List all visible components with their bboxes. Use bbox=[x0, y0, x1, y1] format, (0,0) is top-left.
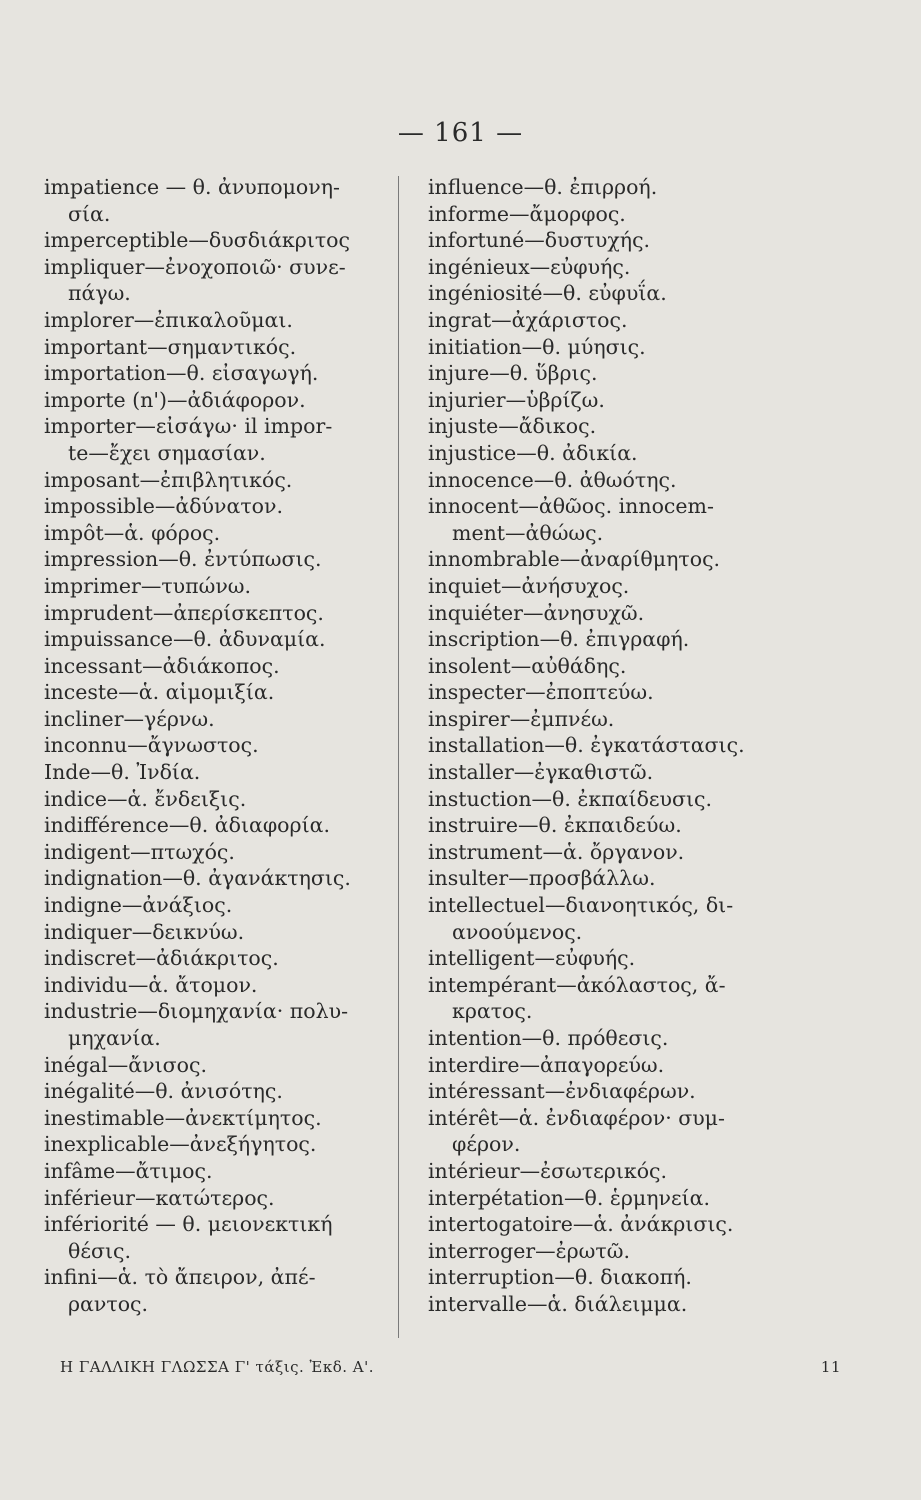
left-column bbox=[44, 174, 394, 1318]
footer-title: Η ΓΑΛΛΙΚΗ ΓΛΩΣΣΑ Γ' τάξις. Ἐκδ. Α'. bbox=[60, 1358, 374, 1376]
dictionary-entry: instrument—ἁ. ὄργανον. bbox=[428, 839, 685, 864]
dictionary-entry: interruption—θ. διακοπή. bbox=[428, 1265, 692, 1290]
dictionary-entry: incessant—ἀδιάκοπος. bbox=[44, 653, 280, 678]
dictionary-entry: inestimable—ἀνεκτίμητος. bbox=[44, 1105, 322, 1130]
dictionary-entry: importe (n')—ἀδιάφορον. bbox=[44, 387, 306, 412]
dictionary-entry: inégalité—θ. ἀνισότης. bbox=[44, 1079, 283, 1104]
dictionary-entry: innocence—θ. ἀθωότης. bbox=[428, 467, 677, 492]
dictionary-entry: intention—θ. πρόθεσις. bbox=[428, 1026, 669, 1050]
entry-continuation: μηχανία. bbox=[68, 1026, 161, 1050]
dictionary-entry: inférieur—κατώτερος. bbox=[44, 1185, 275, 1210]
dictionary-entry: indigne—ἀνάξιος. bbox=[44, 893, 233, 918]
dictionary-entry: indigent—πτωχός. bbox=[44, 839, 235, 864]
dictionary-entry: ingénieux—εὐφυής. bbox=[428, 254, 631, 279]
dictionary-entry: insolent—αὐθάδης. bbox=[428, 653, 627, 678]
dictionary-entry: infâme—ἄτιμος. bbox=[44, 1158, 213, 1183]
dictionary-entry: inspecter—ἐποπτεύω. bbox=[428, 680, 654, 705]
dictionary-entry: interdire—ἀπαγορεύω. bbox=[428, 1052, 665, 1077]
dictionary-entry: industrie—διομηχανία· πολυ- bbox=[44, 999, 348, 1024]
dictionary-entry: imprimer—τυπώνω. bbox=[44, 573, 252, 598]
dictionary-entry: indice—ἁ. ἔνδειξις. bbox=[44, 786, 247, 811]
entry-continuation: σία. bbox=[68, 201, 111, 226]
dictionary-entry: indiquer—δεικνύω. bbox=[44, 919, 245, 944]
dictionary-entry: Inde—θ. Ἰνδία. bbox=[44, 760, 201, 785]
dictionary-entry: inscription—θ. ἐπιγραφή. bbox=[428, 627, 690, 652]
dictionary-entry: ingrat—ἀχάριστος. bbox=[428, 307, 628, 332]
dictionary-entry: impatience — θ. ἀνυπομονη- bbox=[44, 175, 340, 199]
dictionary-entry: indiscret—ἀδιάκριτος. bbox=[44, 946, 279, 971]
dictionary-entry: imperceptible—δυσδιάκριτος bbox=[44, 228, 350, 253]
dictionary-entry: innocent—ἀθῶος. innocem- bbox=[428, 494, 714, 519]
entry-continuation: ανοούμενος. bbox=[452, 919, 583, 944]
dictionary-entry: interroger—ἐρωτῶ. bbox=[428, 1238, 630, 1263]
dictionary-entry: intempérant—ἀκόλαστος, ἄ- bbox=[428, 972, 726, 997]
dictionary-entry: inégal—ἄνισος. bbox=[44, 1052, 207, 1077]
dictionary-entry: inquiet—ἀνήσυχος. bbox=[428, 573, 630, 598]
entry-continuation: te—ἔχει σημασίαν. bbox=[68, 440, 266, 465]
dictionary-entry: ingéniosité—θ. εὐφυΐα. bbox=[428, 281, 667, 306]
dictionary-entry: instuction—θ. ἐκπαίδευσις. bbox=[428, 786, 713, 811]
dictionary-entry: informe—ἄμορφος. bbox=[428, 201, 626, 226]
column-divider bbox=[398, 176, 399, 1338]
dictionary-entry: insulter—προσβάλλω. bbox=[428, 866, 656, 891]
entry-continuation: φέρον. bbox=[452, 1132, 521, 1157]
dictionary-entry: inceste—ἁ. αἱμομιξία. bbox=[44, 680, 275, 705]
dictionary-entry: infini—ἁ. τὸ ἄπειρον, ἀπέ- bbox=[44, 1265, 316, 1290]
dictionary-entry: intérêt—ἁ. ἐνδιαφέρον· συμ- bbox=[428, 1105, 725, 1130]
dictionary-entry: infortuné—δυστυχής. bbox=[428, 228, 651, 253]
entry-continuation: ραντος. bbox=[68, 1291, 149, 1316]
dictionary-entry: injurier—ὑβρίζω. bbox=[428, 387, 605, 412]
dictionary-entry: intertogatoire—ἁ. ἀνάκρισις. bbox=[428, 1212, 734, 1237]
dictionary-entry: influence—θ. ἐπιρροή. bbox=[428, 175, 658, 199]
entry-continuation: θέσις. bbox=[68, 1238, 131, 1263]
entry-continuation: πάγω. bbox=[68, 281, 131, 306]
dictionary-entry: indignation—θ. ἀγανάκτησις. bbox=[44, 866, 351, 891]
dictionary-entry: intérieur—ἐσωτερικός. bbox=[428, 1158, 668, 1183]
dictionary-entry: imprudent—ἀπερίσκεπτος. bbox=[44, 600, 324, 625]
dictionary-entry: infériorité — θ. μειονεκτική bbox=[44, 1212, 333, 1237]
dictionary-entry: inspirer—ἐμπνέω. bbox=[428, 706, 615, 731]
entry-continuation: κρατος. bbox=[452, 999, 533, 1024]
dictionary-entry: impuissance—θ. ἀδυναμία. bbox=[44, 627, 326, 652]
dictionary-entry: impôt—ἁ. φόρος. bbox=[44, 520, 221, 545]
dictionary-entry: importer—εἰσάγω· il impor- bbox=[44, 414, 333, 439]
dictionary-entry: impossible—ἀδύνατον. bbox=[44, 494, 283, 519]
dictionary-entry: inquiéter—ἀνησυχῶ. bbox=[428, 600, 645, 625]
dictionary-entry: instruire—θ. ἐκπαιδεύω. bbox=[428, 813, 682, 838]
dictionary-entry: indifférence—θ. ἀδιαφορία. bbox=[44, 813, 330, 838]
dictionary-entry: injure—θ. ὕβρις. bbox=[428, 361, 598, 386]
dictionary-entry: important—σημαντικός. bbox=[44, 334, 297, 359]
dictionary-entry: injustice—θ. ἀδικία. bbox=[428, 440, 638, 465]
dictionary-entry: imposant—ἐπιβλητικός. bbox=[44, 467, 293, 492]
dictionary-entry: intellectuel—διανοητικός, δι- bbox=[428, 893, 734, 918]
dictionary-entry: implorer—ἐπικαλοῦμαι. bbox=[44, 307, 293, 332]
dictionary-entry: inconnu—ἄγνωστος. bbox=[44, 733, 259, 758]
dictionary-entry: intervalle—ἁ. διάλειμμα. bbox=[428, 1291, 688, 1316]
dictionary-entry: interpétation—θ. ἑρμηνεία. bbox=[428, 1185, 710, 1210]
dictionary-entry: individu—ἁ. ἄτομον. bbox=[44, 972, 258, 997]
dictionary-entry: intelligent—εὐφυής. bbox=[428, 946, 636, 971]
page-number: — 161 — bbox=[397, 118, 524, 148]
dictionary-entry: installation—θ. ἐγκατάστασις. bbox=[428, 733, 745, 758]
dictionary-entry: impliquer—ἐνοχοποιῶ· συνε- bbox=[44, 254, 346, 279]
entry-continuation: ment—ἀθώως. bbox=[452, 520, 604, 545]
dictionary-entry: incliner—γέρνω. bbox=[44, 706, 215, 731]
dictionary-entry: impression—θ. ἐντύπωσις. bbox=[44, 547, 322, 572]
dictionary-entry: intéressant—ἐνδιαφέρων. bbox=[428, 1079, 696, 1104]
dictionary-entry: importation—θ. εἰσαγωγή. bbox=[44, 361, 319, 386]
signature-mark: 11 bbox=[820, 1358, 841, 1376]
dictionary-entry: installer—ἐγκαθιστῶ. bbox=[428, 760, 654, 785]
dictionary-entry: injuste—ἄδικος. bbox=[428, 414, 597, 439]
right-column bbox=[428, 174, 868, 1318]
dictionary-entry: inexplicable—ἀνεξήγητος. bbox=[44, 1132, 317, 1157]
dictionary-entry: innombrable—ἀναρίθμητος. bbox=[428, 547, 721, 572]
dictionary-entry: initiation—θ. μύησις. bbox=[428, 334, 646, 359]
